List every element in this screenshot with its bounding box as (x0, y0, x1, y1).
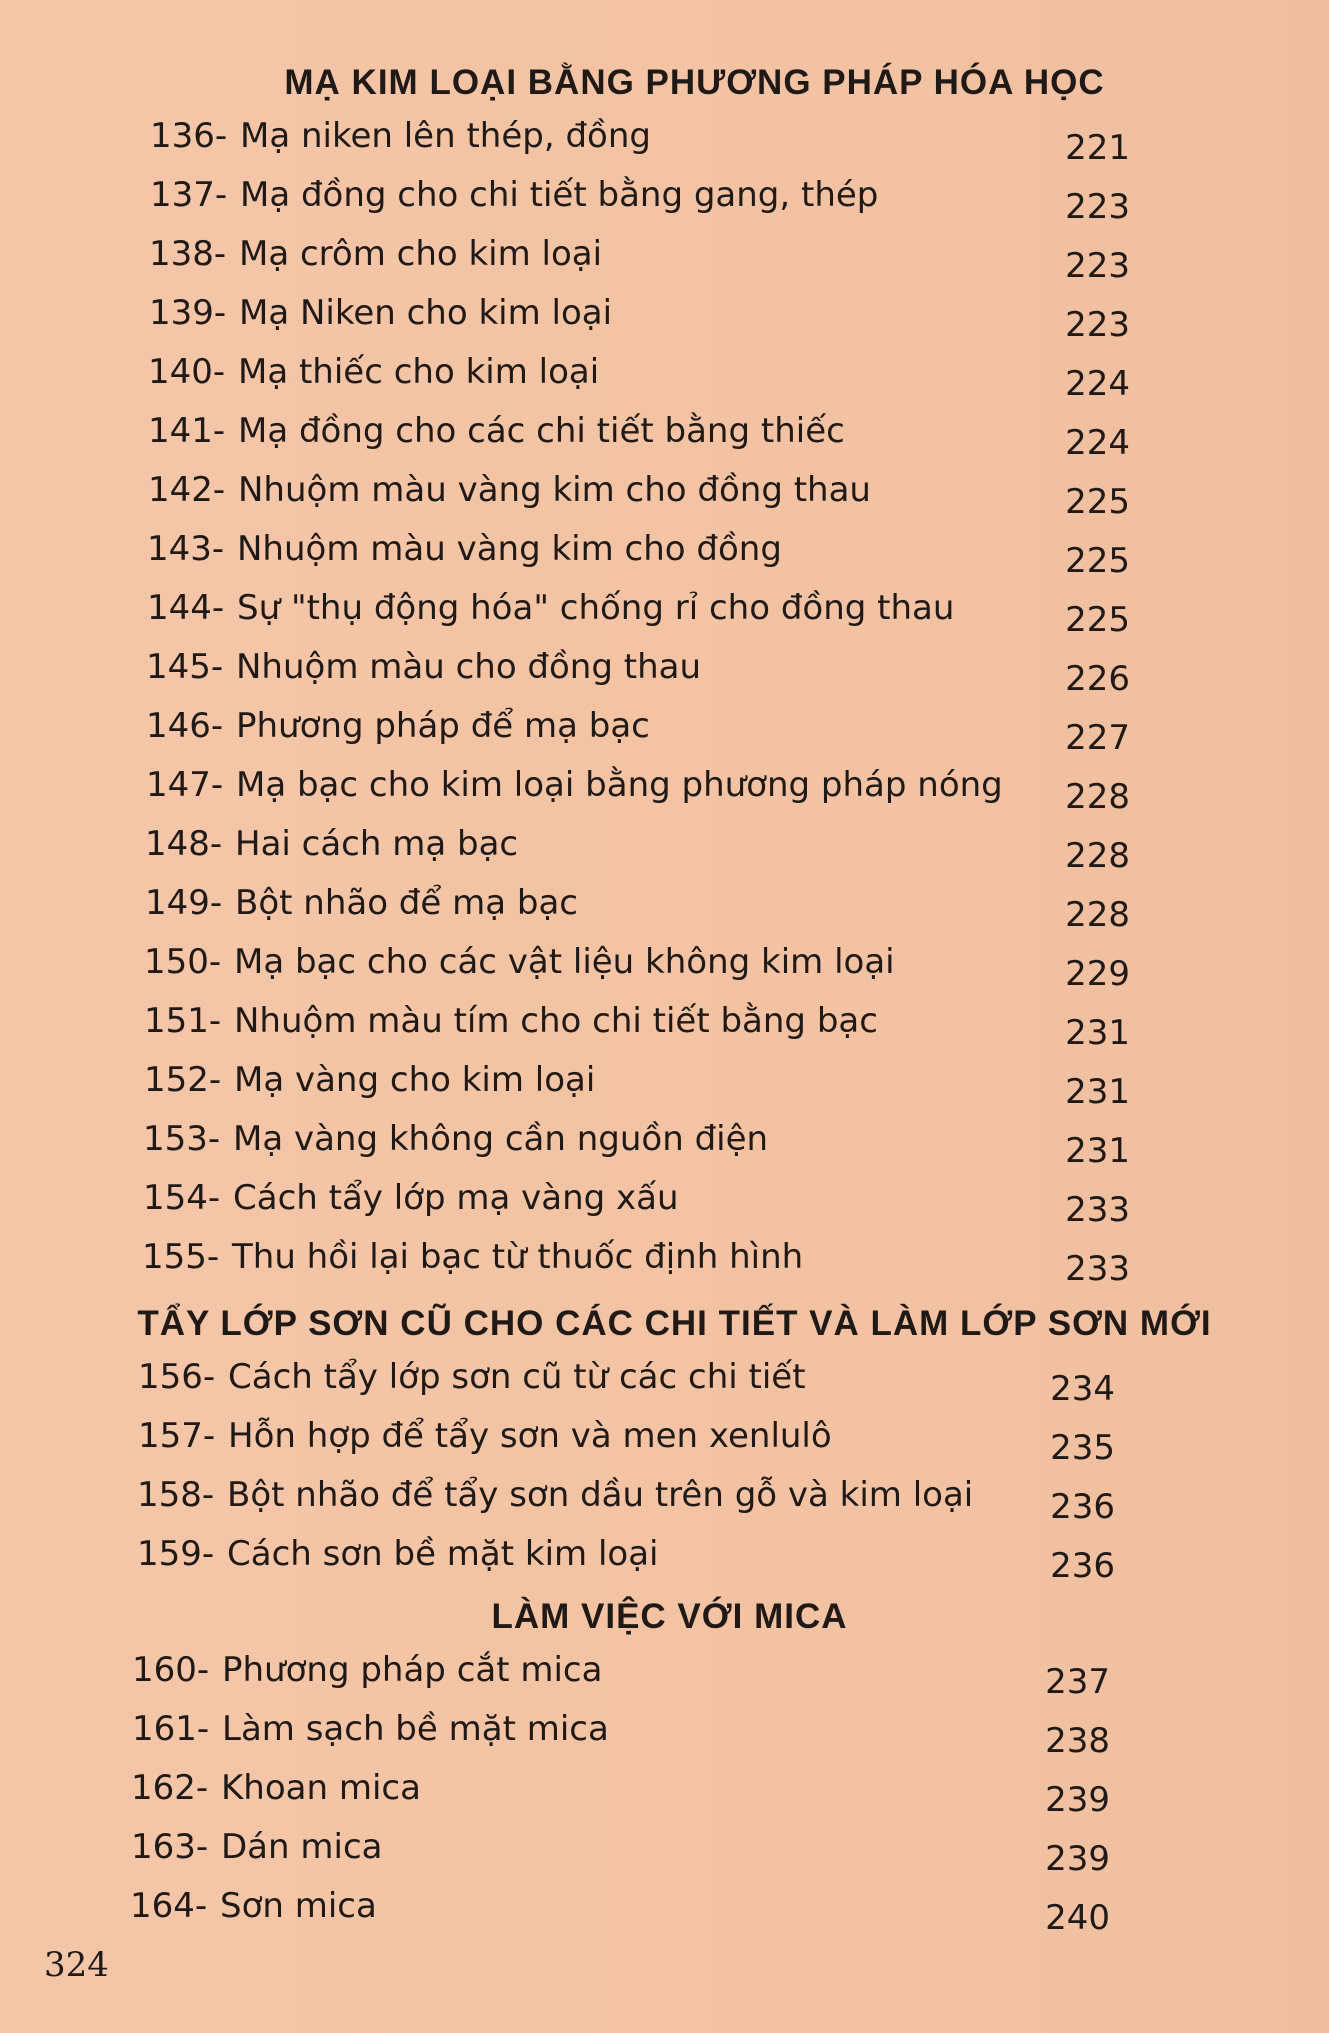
section-paint-removal (0, 1295, 1329, 1589)
entry-title: Mạ vàng cho kim loại (234, 1060, 596, 1100)
section-title: TẨY LỚP SƠN CŨ CHO CÁC CHI TIẾT VÀ LÀM LỚP SƠN MỚI (137, 1304, 1212, 1343)
toc-entry (0, 525, 1329, 584)
entry-number: 164- (130, 1886, 208, 1926)
toc-list (0, 1646, 1329, 1941)
entry-number: 162- (131, 1768, 209, 1808)
toc-entry (0, 171, 1329, 230)
entry-page-number: 225 (1065, 482, 1130, 522)
entry-title: Dán mica (221, 1827, 383, 1867)
toc-entry (0, 112, 1329, 171)
entry-title: Hỗn hợp để tẩy sơn và men xenlulô (228, 1416, 832, 1456)
entry-title: Mạ niken lên thép, đồng (240, 116, 651, 156)
entry-page-number: 229 (1065, 954, 1130, 994)
toc-entry (0, 230, 1329, 289)
entry-page-number: 240 (1045, 1898, 1110, 1938)
entry-title: Nhuộm màu vàng kim cho đồng (237, 529, 782, 569)
entry-number: 145- (146, 647, 224, 687)
toc-entry (0, 1705, 1329, 1764)
entry-title: Mạ Niken cho kim loại (239, 293, 613, 333)
entry-page-number: 231 (1065, 1072, 1130, 1112)
entry-page-number: 228 (1065, 895, 1130, 935)
entry-number: 148- (145, 824, 223, 864)
entry-number: 157- (138, 1416, 216, 1456)
entry-page-number: 228 (1065, 836, 1130, 876)
toc-entry (0, 1412, 1329, 1471)
entry-title: Cách tẩy lớp mạ vàng xấu (233, 1178, 679, 1218)
entry-title: Thu hồi lại bạc từ thuốc định hình (232, 1237, 804, 1277)
toc-entry (0, 1056, 1329, 1115)
entry-number: 159- (137, 1534, 215, 1574)
entry-page-number: 233 (1065, 1190, 1130, 1230)
toc-entry (0, 1174, 1329, 1233)
entry-page-number: 236 (1050, 1487, 1115, 1527)
entry-page-number: 233 (1065, 1249, 1130, 1289)
entry-number: 155- (142, 1237, 220, 1277)
entry-title: Phương pháp để mạ bạc (236, 706, 650, 746)
entry-title: Bột nhão để tẩy sơn dầu trên gỗ và kim loại (227, 1475, 974, 1515)
entry-number: 137- (150, 175, 228, 215)
entry-page-number: 224 (1065, 423, 1130, 463)
section-title: MẠ KIM LOẠI BẰNG PHƯƠNG PHÁP HÓA HỌC (284, 63, 1105, 102)
entry-title: Bột nhão để mạ bạc (235, 883, 578, 923)
toc-entry (0, 643, 1329, 702)
entry-page-number: 226 (1065, 659, 1130, 699)
entry-title: Khoan mica (221, 1768, 421, 1808)
entry-number: 136- (150, 116, 228, 156)
entry-title: Nhuộm màu tím cho chi tiết bằng bạc (234, 1001, 878, 1041)
entry-number: 163- (131, 1827, 209, 1867)
entry-page-number: 238 (1045, 1721, 1110, 1761)
toc-entry (0, 1823, 1329, 1882)
toc-entry (0, 702, 1329, 761)
toc-entry (0, 1115, 1329, 1174)
toc-entry (0, 1882, 1329, 1941)
entry-page-number: 223 (1065, 246, 1130, 286)
entry-number: 156- (138, 1357, 216, 1397)
section-title: LÀM VIỆC VỚI MICA (491, 1597, 848, 1636)
entry-title: Mạ crôm cho kim loại (239, 234, 603, 274)
entry-page-number: 228 (1065, 777, 1130, 817)
entry-number: 151- (144, 1001, 222, 1041)
entry-title: Nhuộm màu vàng kim cho đồng thau (238, 470, 871, 510)
toc-entry (0, 1646, 1329, 1705)
entry-title: Mạ vàng không cần nguồn điện (233, 1119, 769, 1159)
entry-page-number: 221 (1065, 128, 1130, 168)
entry-title: Làm sạch bề mặt mica (222, 1709, 609, 1749)
section-chemical-plating (0, 54, 1329, 1292)
entry-number: 140- (148, 352, 226, 392)
toc-entry (0, 938, 1329, 997)
page-number: 324 (44, 1945, 109, 1985)
entry-number: 150- (144, 942, 222, 982)
toc-entry (0, 761, 1329, 820)
toc-entry (0, 879, 1329, 938)
entry-page-number: 225 (1065, 541, 1130, 581)
toc-entry (0, 348, 1329, 407)
toc-entry (0, 1530, 1329, 1589)
entry-number: 149- (145, 883, 223, 923)
entry-number: 139- (149, 293, 227, 333)
toc-entry (0, 1471, 1329, 1530)
entry-page-number: 239 (1045, 1780, 1110, 1820)
entry-title: Sự "thụ động hóa" chống rỉ cho đồng thau (237, 588, 955, 628)
entry-page-number: 235 (1050, 1428, 1115, 1468)
entry-title: Nhuộm màu cho đồng thau (236, 647, 702, 687)
entry-number: 144- (147, 588, 225, 628)
toc-entry (0, 1353, 1329, 1412)
entry-page-number: 236 (1050, 1546, 1115, 1586)
toc-entry (0, 466, 1329, 525)
entry-title: Cách tẩy lớp sơn cũ từ các chi tiết (228, 1357, 806, 1397)
entry-number: 152- (144, 1060, 222, 1100)
entry-page-number: 234 (1050, 1369, 1115, 1409)
toc-entry (0, 584, 1329, 643)
toc-entry (0, 997, 1329, 1056)
entry-page-number: 237 (1045, 1662, 1110, 1702)
toc-entry (0, 407, 1329, 466)
entry-page-number: 223 (1065, 305, 1130, 345)
entry-title: Mạ đồng cho chi tiết bằng gang, thép (240, 175, 879, 215)
entry-number: 147- (146, 765, 224, 805)
section-mica (0, 1588, 1329, 1941)
entry-title: Phương pháp cắt mica (222, 1650, 603, 1690)
toc-entry (0, 820, 1329, 879)
entry-number: 153- (143, 1119, 221, 1159)
entry-page-number: 231 (1065, 1013, 1130, 1053)
entry-number: 158- (137, 1475, 215, 1515)
entry-page-number: 223 (1065, 187, 1130, 227)
entry-title: Mạ bạc cho các vật liệu không kim loại (234, 942, 895, 982)
entry-number: 143- (147, 529, 225, 569)
entry-title: Hai cách mạ bạc (235, 824, 519, 864)
toc-list (0, 1353, 1329, 1589)
entry-page-number: 227 (1065, 718, 1130, 758)
toc-entry (0, 1764, 1329, 1823)
entry-title: Mạ bạc cho kim loại bằng phương pháp nóng (236, 765, 1003, 805)
entry-title: Sơn mica (220, 1886, 377, 1926)
toc-entry (0, 289, 1329, 348)
entry-number: 146- (146, 706, 224, 746)
toc-list (0, 112, 1329, 1292)
entry-title: Mạ thiếc cho kim loại (238, 352, 600, 392)
entry-number: 160- (132, 1650, 210, 1690)
entry-number: 161- (132, 1709, 210, 1749)
entry-number: 142- (148, 470, 226, 510)
entry-page-number: 225 (1065, 600, 1130, 640)
toc-entry (0, 1233, 1329, 1292)
entry-title: Mạ đồng cho các chi tiết bằng thiếc (238, 411, 845, 451)
entry-number: 138- (149, 234, 227, 274)
entry-page-number: 224 (1065, 364, 1130, 404)
entry-page-number: 239 (1045, 1839, 1110, 1879)
entry-title: Cách sơn bề mặt kim loại (227, 1534, 659, 1574)
entry-page-number: 231 (1065, 1131, 1130, 1171)
entry-number: 154- (143, 1178, 221, 1218)
entry-number: 141- (148, 411, 226, 451)
